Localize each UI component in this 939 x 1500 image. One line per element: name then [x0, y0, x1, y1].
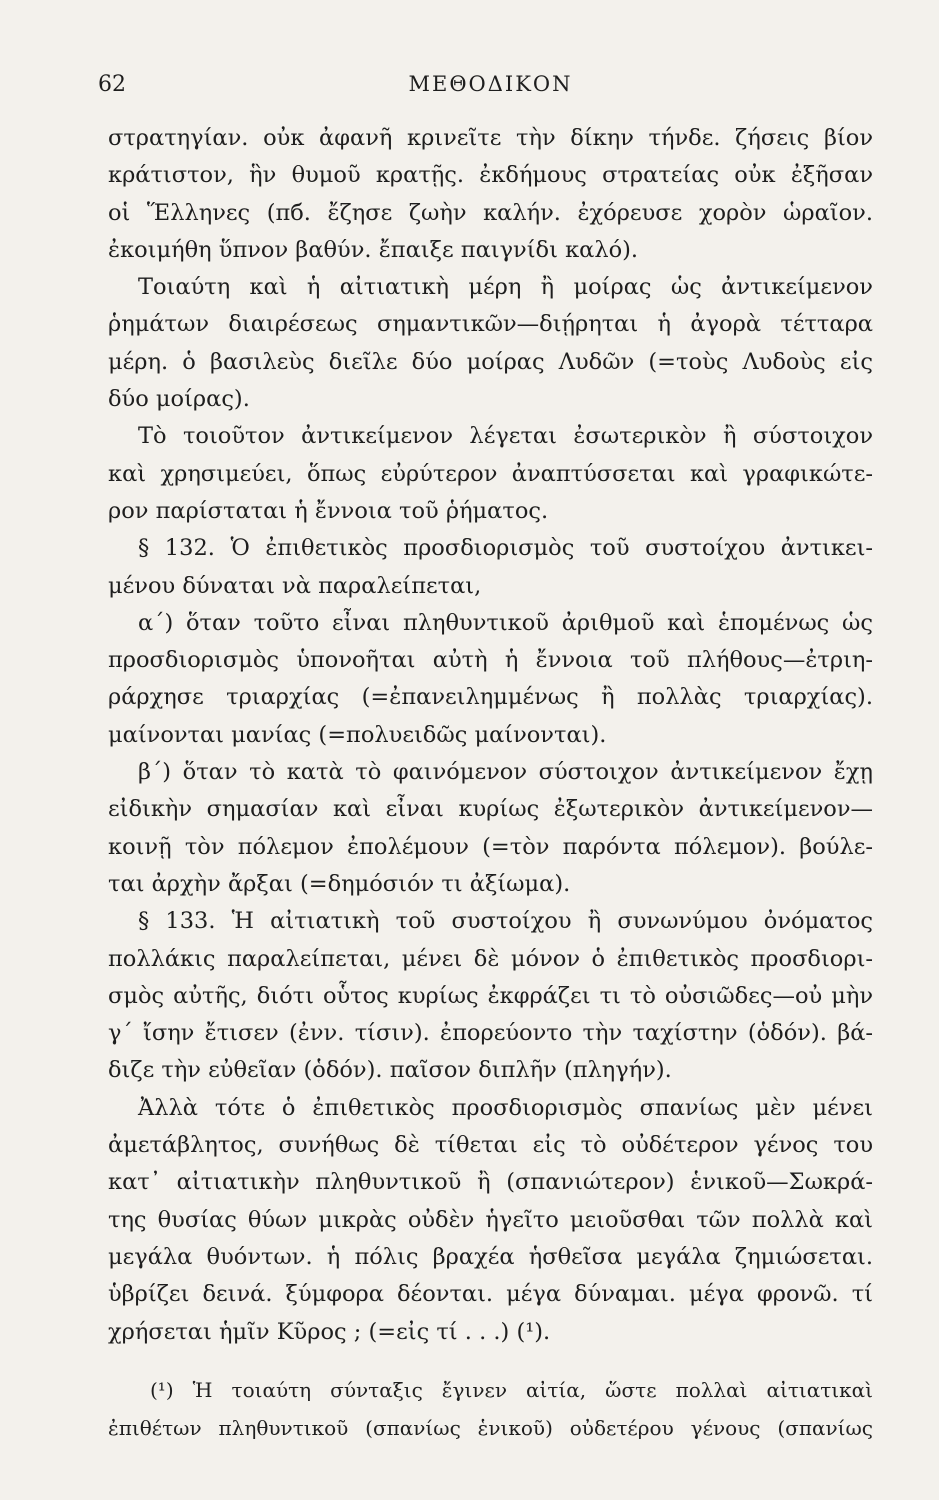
text-line: σμὸς αὐτῆς, διότι οὗτος κυρίως ἐκφράζει τι τὸ οὐσιῶδες—οὐ μὴν	[108, 982, 873, 1009]
text-line: α΄) ὅταν τοῦτο εἶναι πληθυντικοῦ ἀριθμοῦ καὶ ἑπομένως ὡς	[138, 609, 873, 636]
text-line: ἀμετάβλητος, συνήθως δὲ τίθεται εἰς τὸ οὐδέτερον γένος του	[108, 1132, 873, 1159]
text-line: ται ἀρχὴν ἄρξαι (=δημόσιόν τι ἀξίωμα).	[108, 870, 571, 897]
text-line: μαίνονται μανίας (=πολυειδῶς μαίνονται).	[108, 721, 607, 748]
text-line: διζε τὴν εὐθεῖαν (ὁδόν). παῖσον διπλῆν (πληγήν).	[108, 1057, 672, 1084]
text-line: ἐκοιμήθη ὕπνον βαθύν. ἔπαιξε παιγνίδι καλό).	[108, 236, 639, 263]
text-line: ῥημάτων διαιρέσεως σημαντικῶν—διῄρηται ἡ ἀγορὰ τέτταρα	[108, 311, 873, 338]
running-title: ΜΕΘΟΔΙΚΟΝ	[408, 72, 573, 96]
text-line: δύο μοίρας).	[108, 386, 250, 413]
text-line: β΄) ὅταν τὸ κατὰ τὸ φαινόμενον σύστοιχον ἀντικείμενον ἔχῃ	[138, 759, 873, 786]
text-line: κατ᾽ αἰτιατικὴν πληθυντικοῦ ἢ (σπανιώτερον) ἑνικοῦ—Σωκρά-	[108, 1169, 873, 1196]
text-line: προσδιορισμὸς ὑπονοῆται αὐτὴ ἡ ἔννοια τοῦ πλήθους—ἐτριη-	[108, 647, 873, 674]
text-line: της θυσίας θύων μικρὰς οὐδὲν ἡγεῖτο μειοῦσθαι τῶν πολλὰ καὶ	[108, 1206, 873, 1233]
text-line: ράρχησε τριαρχίας (=ἐπανειλημμένως ἢ πολλὰς τριαρχίας).	[108, 684, 873, 711]
text-line: καὶ χρησιμεύει, ὅπως εὐρύτερον ἀναπτύσσεται καὶ γραφικώτε-	[108, 460, 873, 487]
footnote-line: ἐπιθέτων πληθυντικοῦ (σπανίως ἑνικοῦ) οὐδετέρου γένους (σπανίως	[108, 1415, 873, 1440]
text-line: Τὸ τοιοῦτον ἀντικείμενον λέγεται ἐσωτερικὸν ἢ σύστοιχον	[138, 423, 873, 450]
page-header	[98, 72, 873, 106]
text-line: μένου δύναται νὰ παραλείπεται,	[108, 572, 482, 599]
text-line: § 132. Ὁ ἐπιθετικὸς προσδιορισμὸς τοῦ συστοίχου ἀντικει-	[138, 535, 873, 562]
text-line: Ἀλλὰ τότε ὁ ἐπιθετικὸς προσδιορισμὸς σπανίως μὲν μένει	[138, 1094, 873, 1121]
footnotes	[108, 1371, 873, 1447]
text-line: κράτιστον, ἣν θυμοῦ κρατῇς. ἐκδήμους στρατείας οὐκ ἐξῆσαν	[108, 162, 873, 189]
text-line: Τοιαύτη καὶ ἡ αἰτιατικὴ μέρη ἢ μοίρας ὡς ἀντικείμενον	[138, 274, 873, 301]
footnote-line: (¹) Ἡ τοιαύτη σύνταξις ἔγινεν αἰτία, ὥστε πολλαὶ αἰτιατικαὶ	[150, 1377, 873, 1402]
text-line: εἰδικὴν σημασίαν καὶ εἶναι κυρίως ἐξωτερικὸν ἀντικείμενον—	[108, 796, 873, 823]
text-line: οἱ Ἕλληνες (πб. ἔζησε ζωὴν καλήν. ἐχόρευσε χορὸν ὡραῖον.	[108, 199, 873, 226]
text-line: μεγάλα θυόντων. ἡ πόλις βραχέα ἡσθεῖσα μεγάλα ζημιώσεται.	[108, 1243, 873, 1270]
text-line: πολλάκις παραλείπεται, μένει δὲ μόνον ὁ ἐπιθετικὸς προσδιορι-	[108, 945, 873, 972]
text-line: ὑβρίζει δεινά. ξύμφορα δέονται. μέγα δύναμαι. μέγα φρονῶ. τί	[108, 1281, 873, 1308]
text-line: μέρη. ὁ βασιλεὺς διεῖλε δύο μοίρας Λυδῶν (=τοὺς Λυδοὺς εἰς	[108, 348, 873, 375]
text-line: § 133. Ἡ αἰτιατικὴ τοῦ συστοίχου ἢ συνωνύμου ὀνόματος	[138, 908, 873, 935]
text-line: ρον παρίσταται ἡ ἔννοια τοῦ ῥήματος.	[108, 497, 549, 524]
text-line: στρατηγίαν. οὐκ ἀφανῆ κρινεῖτε τὴν δίκην τήνδε. ζήσεις βίον	[108, 125, 873, 151]
page-number: 62	[98, 72, 126, 97]
text-line: γ΄ ἴσην ἔτισεν (ἐνν. τίσιν). ἐπορεύοντο τὴν ταχίστην (ὁδόν). βά-	[108, 1020, 873, 1047]
text-line: κοινῇ τὸν πόλεμον ἐπολέμουν (=τὸν παρόντα πόλεμον). βούλε-	[108, 833, 873, 860]
text-line: χρήσεται ἡμῖν Κῦρος ; (=εἰς τί . . .) (¹).	[108, 1318, 551, 1345]
body-text	[108, 120, 873, 1351]
